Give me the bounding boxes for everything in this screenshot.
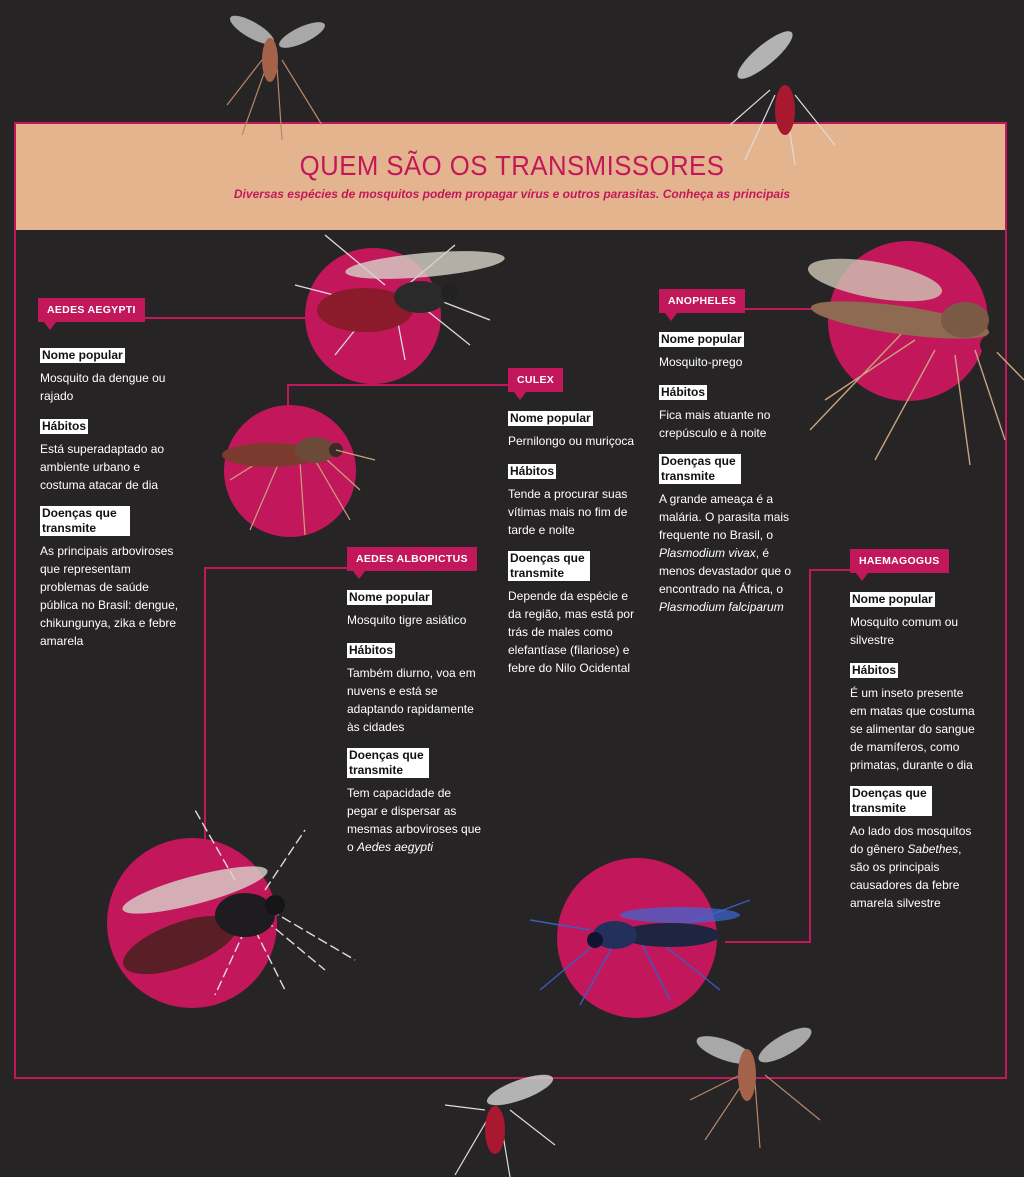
haemagogus-popular-label: Nome popular: [852, 592, 933, 606]
anopheles-popular: Mosquito-prego: [659, 355, 743, 369]
mosquito-decor-top-left: [222, 5, 332, 145]
tag-anopheles: ANOPHELES: [659, 289, 745, 313]
haemagogus-habits: É um inseto presente em matas que costuma se alimentar do sangue de mamíferos, como primatas, durante o dia: [850, 686, 975, 772]
anopheles-diseases-label: Doenças que transmite: [659, 454, 741, 484]
culex-habits: Tende a procurar suas vítimas mais no fim de tarde e noite: [508, 487, 628, 537]
aegypti-diseases: As principais arboviroses que representam problemas de saúde pública no Brasil: dengue, chikungunya, zika e febre amarela: [40, 544, 179, 648]
haemagogus-diseases-label: Doenças que transmite: [850, 786, 932, 816]
culex-popular-label: Nome popular: [510, 411, 591, 425]
tag-culex: CULEX: [508, 368, 563, 392]
mosquito-anopheles-image: [805, 240, 1024, 470]
anopheles-info: [659, 330, 797, 628]
anopheles-diseases: A grande ameaça é a malária. O parasita mais frequente no Brasil, o Plasmodium vivax, é menos devastador que o encontrado na África, o Plasmodium falciparum: [659, 492, 792, 614]
tag-aedes-albopictus: AEDES ALBOPICTUS: [347, 547, 477, 571]
albopictus-habits-label: Hábitos: [349, 643, 394, 657]
mosquito-albopictus-image: [95, 800, 365, 1000]
mosquito-aegypti-image: [255, 225, 515, 365]
culex-diseases: Depende da espécie e da região, mas está por trás de males como elefantíase (filariose) e febre do Nilo Ocidental: [508, 589, 635, 675]
tag-aedes-aegypti: AEDES AEGYPTI: [38, 298, 145, 322]
mosquito-haemagogus-image: [520, 880, 760, 1010]
culex-diseases-label: Doenças que transmite: [508, 551, 590, 581]
haemagogus-habits-label: Hábitos: [852, 663, 897, 677]
culex-habits-label: Hábitos: [510, 464, 555, 478]
mosquito-culex-image: [210, 410, 380, 540]
albopictus-info: [347, 588, 485, 868]
albopictus-diseases-label: Doenças que transmite: [347, 748, 429, 778]
albopictus-habits: Também diurno, voa em nuvens e está se adaptando rapidamente às cidades: [347, 666, 476, 734]
connector-culex: [288, 385, 508, 408]
tag-haemagogus: HAEMAGOGUS: [850, 549, 949, 573]
anopheles-habits-label: Hábitos: [661, 385, 706, 399]
aegypti-info: [40, 346, 180, 662]
aegypti-popular: Mosquito da dengue ou rajado: [40, 371, 166, 403]
page-subtitle: Diversas espécies de mosquitos podem propagar vírus e outros parasitas. Conheça as principais: [233, 187, 791, 201]
haemagogus-diseases: Ao lado dos mosquitos do gênero Sabethes, são os principais causadores da febre amarela silvestre: [850, 824, 972, 910]
culex-popular: Pernilongo ou muriçoca: [508, 434, 635, 448]
aegypti-diseases-label: Doenças que transmite: [40, 506, 130, 536]
mosquito-decor-top-right: [725, 15, 845, 165]
aegypti-popular-label: Nome popular: [42, 348, 123, 362]
page-title: QUEM SÃO OS TRANSMISSORES: [299, 150, 725, 181]
anopheles-popular-label: Nome popular: [661, 332, 742, 346]
albopictus-popular-label: Nome popular: [349, 590, 430, 604]
haemagogus-popular: Mosquito comum ou silvestre: [850, 615, 959, 647]
mosquito-decor-bottom-right: [685, 1010, 825, 1150]
aegypti-habits: Está superadaptado ao ambiente urbano e costuma atacar de dia: [40, 442, 165, 492]
mosquito-decor-bottom-center: [440, 1045, 560, 1177]
aegypti-habits-label: Hábitos: [42, 419, 87, 433]
albopictus-popular: Mosquito tigre asiático: [347, 613, 467, 627]
albopictus-diseases: Tem capacidade de pegar e dispersar as mesmas arboviroses que o Aedes aegypti: [347, 786, 482, 854]
culex-info: [508, 409, 638, 689]
haemagogus-info: [850, 590, 982, 924]
anopheles-habits: Fica mais atuante no crepúsculo e à noite: [659, 408, 771, 440]
